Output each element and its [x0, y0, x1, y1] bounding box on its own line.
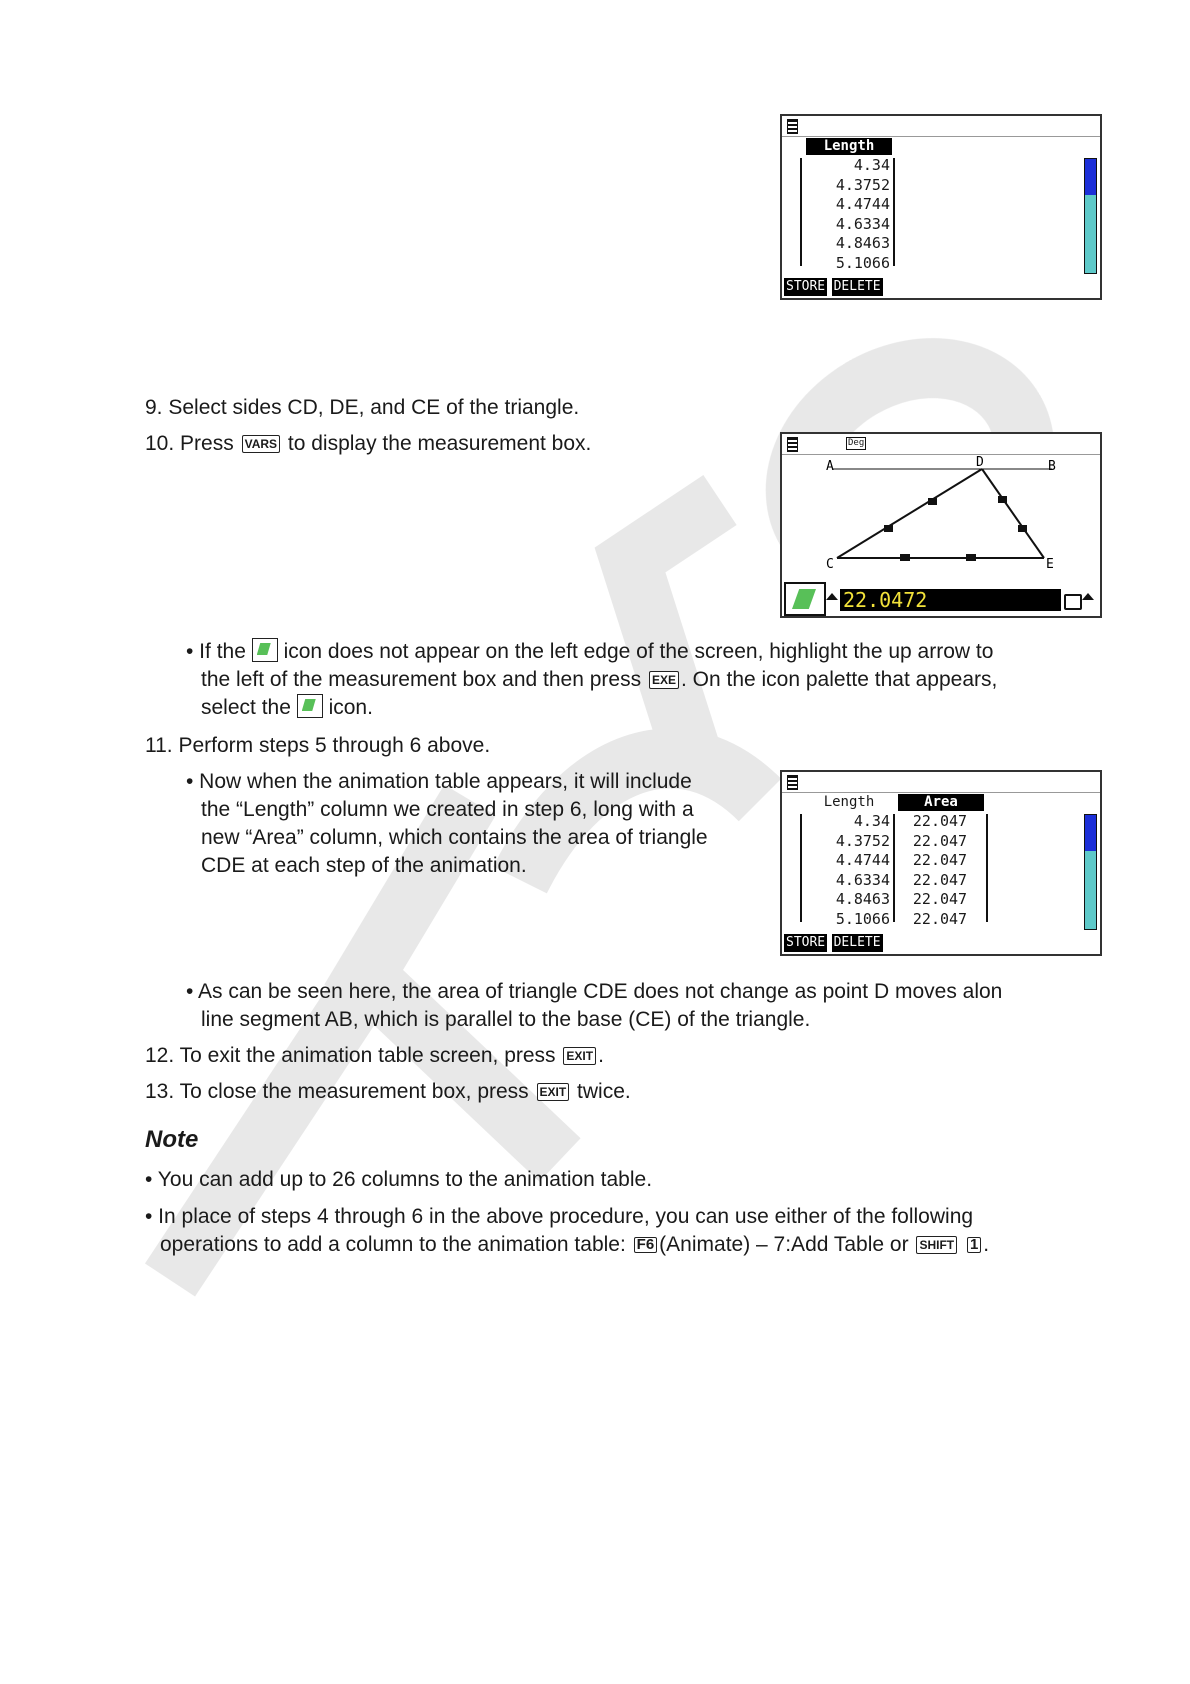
- text-line: line segment AB, which is parallel to the base (CE) of the triangle.: [201, 1008, 811, 1031]
- table-cell: 22.047: [912, 909, 968, 928]
- column-divider: [986, 814, 988, 922]
- up-arrow-icon[interactable]: [1082, 593, 1094, 600]
- text-line: new “Area” column, which contains the area of triangle: [201, 826, 708, 849]
- triangle-figure[interactable]: [782, 454, 1100, 604]
- scrollbar-thumb[interactable]: [1085, 159, 1096, 195]
- geometry-measurement-screen: [780, 432, 1102, 618]
- table-cell: 4.6334: [835, 214, 890, 233]
- table-cell: 4.8463: [835, 234, 890, 252]
- animation-table-screen-area: [780, 770, 1102, 956]
- step-number: 13.: [145, 1080, 175, 1103]
- area-icon: [252, 638, 278, 662]
- side-de[interactable]: [982, 469, 1044, 558]
- text: (Animate) – 7:Add Table or: [659, 1233, 909, 1256]
- column-header-area[interactable]: Area: [898, 794, 984, 811]
- column-header-length[interactable]: Length: [806, 138, 892, 155]
- table-cell: 22.047: [912, 870, 968, 889]
- scrollbar[interactable]: [1084, 814, 1097, 930]
- softkey-bar: [784, 933, 883, 951]
- area-tool-icon[interactable]: [784, 582, 826, 616]
- bullet-icon-instructions: [186, 638, 997, 722]
- text: • If the: [186, 640, 246, 663]
- note-item-2: [145, 1203, 989, 1259]
- column-divider-right: [893, 158, 895, 266]
- table-cell: 22.047: [912, 851, 968, 869]
- step-9: 9. Select sides CD, DE, and CE of the triangle.: [145, 396, 580, 419]
- text-line: • In place of steps 4 through 6 in the above procedure, you can use either of the following: [145, 1205, 974, 1228]
- area-icon: [297, 694, 323, 718]
- step-number: 10.: [145, 432, 175, 455]
- scrollbar-thumb[interactable]: [1085, 815, 1096, 851]
- table-cell: 4.3752: [835, 831, 890, 850]
- table-column-area: [898, 812, 982, 929]
- text-line: CDE at each step of the animation.: [201, 854, 527, 877]
- text-line: the “Length” column we created in step 6, long with a: [201, 798, 694, 821]
- text-line: • As can be seen here, the area of triangle CDE does not change as point D moves alon: [186, 980, 1003, 1003]
- store-softkey[interactable]: STORE: [786, 279, 826, 294]
- note-item-1: • You can add up to 26 columns to the animation table.: [145, 1168, 653, 1191]
- bullet-area-unchanged: [186, 978, 1002, 1034]
- store-softkey[interactable]: STORE: [786, 935, 826, 950]
- table-cell: 5.1066: [835, 909, 890, 928]
- screen-status-bar: [782, 434, 1100, 455]
- text: select the: [201, 696, 291, 719]
- step-text: .: [598, 1044, 604, 1067]
- softkey-bar: [784, 277, 883, 295]
- lock-icon[interactable]: [1064, 594, 1082, 610]
- table-column-length: [806, 812, 890, 929]
- table-cell: 22.047: [912, 890, 968, 908]
- delete-softkey[interactable]: DELETE: [833, 935, 881, 950]
- animation-table-screen-length: [780, 114, 1102, 300]
- one-key: 1: [967, 1237, 981, 1253]
- shift-key: SHIFT: [916, 1236, 957, 1254]
- table-cell: 22.047: [912, 831, 968, 850]
- exit-key: EXIT: [563, 1047, 596, 1065]
- point-label-c: C: [826, 557, 834, 572]
- battery-icon: [787, 437, 798, 452]
- note-heading: Note: [145, 1126, 199, 1153]
- column-divider: [800, 814, 802, 922]
- step-number: 11.: [145, 734, 173, 757]
- table-column-values: [806, 156, 890, 273]
- bullet-animation-table: [186, 768, 708, 880]
- table-cell: 5.1066: [835, 253, 890, 272]
- text: . On the icon palette that appears,: [680, 668, 998, 691]
- step-text: To exit the animation table screen, press: [179, 1044, 556, 1067]
- step-text: twice.: [577, 1080, 631, 1103]
- point-label-b: B: [1048, 459, 1056, 474]
- text: the left of the measurement box and then press: [201, 668, 642, 691]
- battery-icon: [787, 775, 798, 790]
- f6-key: F6: [634, 1237, 658, 1253]
- scrollbar[interactable]: [1084, 158, 1097, 274]
- up-arrow-icon[interactable]: [826, 593, 838, 600]
- measurement-box[interactable]: 22.0472: [840, 589, 1061, 611]
- delete-softkey[interactable]: DELETE: [833, 279, 881, 294]
- point-label-d: D: [976, 455, 984, 470]
- column-divider: [893, 814, 895, 922]
- text: icon does not appear on the left edge of the screen, highlight the up arrow to: [283, 640, 994, 663]
- step-13: [145, 1078, 631, 1106]
- screen-status-bar: [782, 116, 1100, 137]
- step-text: to display the measurement box.: [287, 432, 592, 455]
- select-marker: [998, 496, 1007, 503]
- battery-icon: [787, 119, 798, 134]
- exit-key: EXIT: [537, 1083, 570, 1101]
- text: icon.: [328, 696, 373, 719]
- side-cd[interactable]: [837, 469, 982, 558]
- table-cell: 4.6334: [835, 870, 890, 889]
- step-text: To close the measurement box, press: [179, 1080, 529, 1103]
- deg-badge: Deg: [848, 438, 865, 448]
- step-11: [145, 732, 490, 760]
- table-cell: 4.34: [853, 156, 890, 174]
- text-line: • Now when the animation table appears, it will include: [186, 770, 692, 793]
- select-marker: [928, 498, 937, 505]
- select-marker: [1018, 525, 1027, 532]
- text: .: [983, 1233, 990, 1256]
- step-12: [145, 1042, 604, 1070]
- point-label-a: A: [826, 459, 834, 474]
- step-10: [145, 430, 591, 458]
- table-cell: 22.047: [912, 812, 968, 830]
- step-number: 12.: [145, 1044, 175, 1067]
- select-marker: [900, 554, 910, 561]
- table-cell: 4.8463: [835, 890, 890, 908]
- column-header-length[interactable]: Length: [823, 794, 875, 810]
- step-text: Press: [180, 432, 234, 455]
- table-cell: 4.4744: [835, 195, 890, 213]
- column-divider-left: [800, 158, 802, 266]
- table-cell: 4.3752: [835, 175, 890, 194]
- select-marker: [884, 525, 893, 532]
- step-text: Perform steps 5 through 6 above.: [178, 734, 491, 757]
- table-cell: 4.4744: [835, 851, 890, 869]
- exe-key: EXE: [649, 671, 679, 689]
- point-label-e: E: [1046, 557, 1054, 572]
- text: operations to add a column to the animation table:: [160, 1233, 626, 1256]
- screen-status-bar: [782, 772, 1100, 793]
- table-cell: 4.34: [853, 812, 890, 830]
- select-marker: [966, 554, 976, 561]
- vars-key: VARS: [242, 435, 280, 453]
